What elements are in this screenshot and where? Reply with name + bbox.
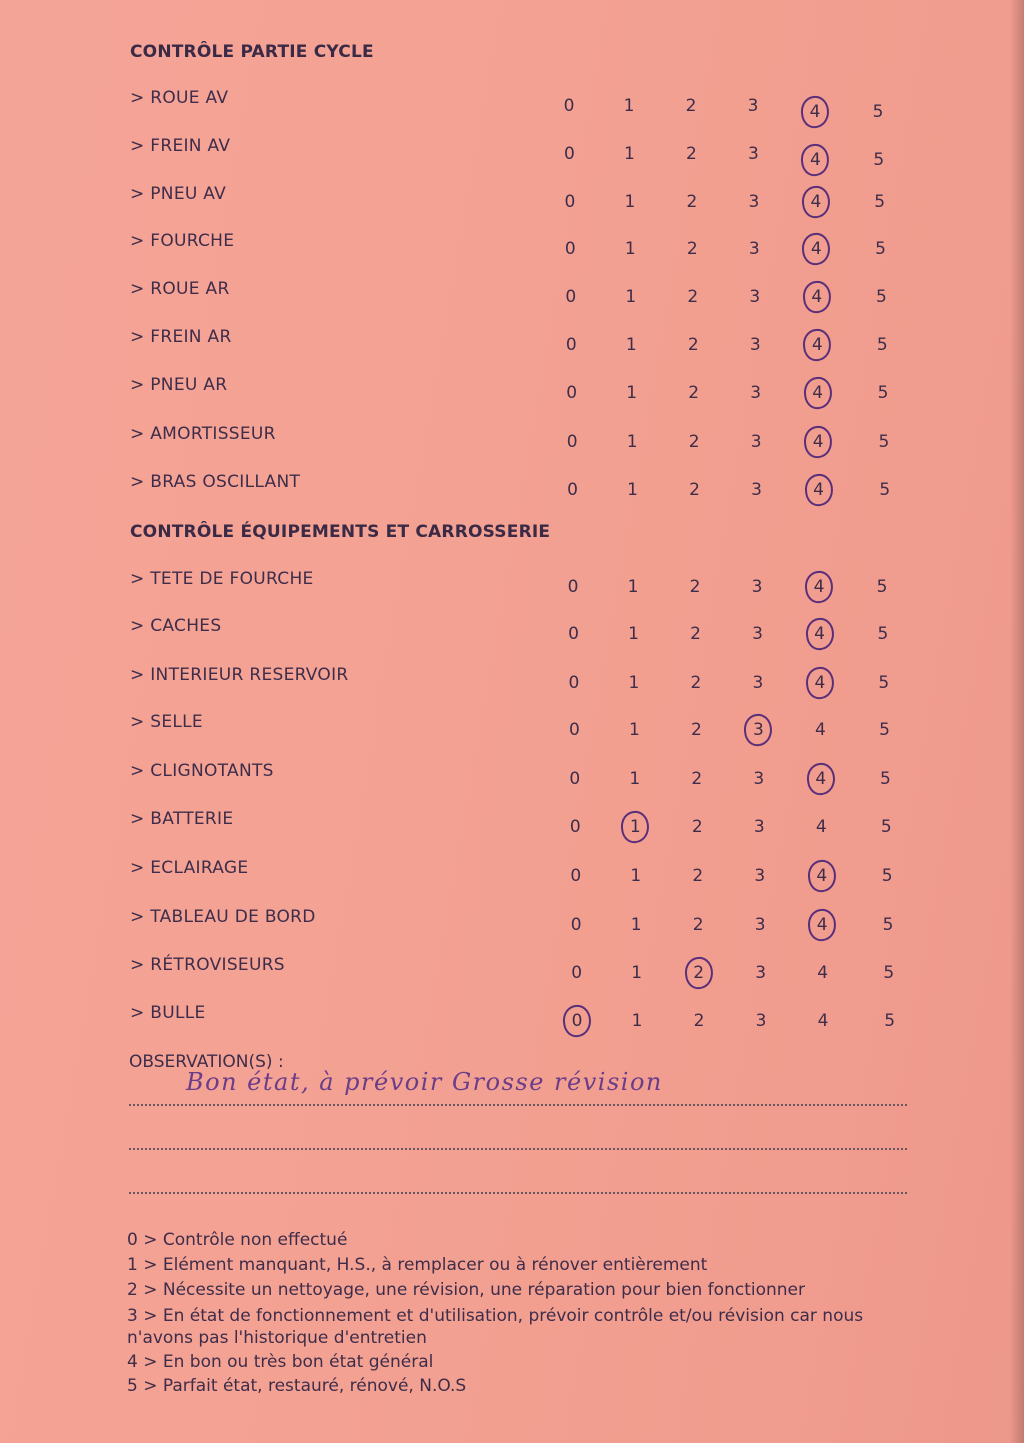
legend-line: 4 > En bon ou très bon état général <box>127 1352 434 1372</box>
score-option[interactable]: 2 <box>690 720 702 740</box>
score-option[interactable]: 2 <box>689 577 701 597</box>
item-label: > FREIN AR <box>130 327 232 347</box>
score-option[interactable]: 4 <box>814 720 826 740</box>
score-option[interactable]: 2 <box>689 480 700 500</box>
score-option[interactable]: 2 <box>690 624 701 644</box>
item-label: > INTERIEUR RESERVOIR <box>130 665 349 685</box>
score-option[interactable]: 3 <box>749 287 761 307</box>
score-option[interactable]: 1 <box>626 383 638 403</box>
score-option[interactable]: 4 <box>817 963 829 983</box>
score-option[interactable]: 1 <box>624 144 635 164</box>
item-label: > ROUE AV <box>130 88 229 108</box>
score-option[interactable]: 4 <box>814 673 826 693</box>
score-option[interactable]: 5 <box>879 720 890 740</box>
score-option[interactable]: 4 <box>812 432 824 452</box>
score-option[interactable]: 2 <box>688 432 700 452</box>
item-label: > SELLE <box>130 712 203 732</box>
score-option[interactable]: 0 <box>565 287 577 307</box>
observations-label: OBSERVATION(S) : <box>129 1052 284 1072</box>
score-option[interactable]: 1 <box>629 817 641 837</box>
score-option[interactable]: 0 <box>571 1011 583 1031</box>
score-option[interactable]: 4 <box>816 866 828 886</box>
item-label: > RÉTROVISEURS <box>130 955 285 975</box>
score-option[interactable]: 3 <box>750 383 762 403</box>
score-option[interactable]: 5 <box>876 335 888 355</box>
score-option[interactable]: 0 <box>569 769 581 789</box>
score-option[interactable]: 0 <box>571 963 583 983</box>
observation-line-3 <box>129 1192 907 1194</box>
score-option[interactable]: 5 <box>875 239 886 259</box>
score-option[interactable]: 1 <box>626 432 638 452</box>
score-option[interactable]: 3 <box>749 335 761 355</box>
item-label: > ROUE AR <box>130 279 230 299</box>
score-option[interactable]: 1 <box>630 866 642 886</box>
score-option[interactable]: 1 <box>628 673 640 693</box>
score-option[interactable]: 0 <box>570 915 582 935</box>
score-option[interactable]: 0 <box>568 673 580 693</box>
score-option[interactable]: 0 <box>563 96 575 116</box>
score-option[interactable]: 2 <box>686 144 697 164</box>
item-label: > CACHES <box>130 616 222 636</box>
page-edge-shadow <box>1010 0 1024 1443</box>
score-option[interactable]: 5 <box>884 1011 896 1031</box>
item-label: > TABLEAU DE BORD <box>130 907 316 927</box>
item-label: > TETE DE FOURCHE <box>130 569 314 589</box>
score-option[interactable]: 0 <box>566 432 578 452</box>
score-option[interactable]: 2 <box>686 239 698 259</box>
score-option[interactable]: 1 <box>631 1011 643 1031</box>
score-option[interactable]: 1 <box>623 96 635 116</box>
score-option[interactable]: 5 <box>876 577 888 597</box>
score-option[interactable]: 3 <box>748 144 759 164</box>
score-option[interactable]: 4 <box>817 1011 829 1031</box>
section-title: CONTRÔLE ÉQUIPEMENTS ET CARROSSERIE <box>130 522 551 542</box>
item-label: > PNEU AV <box>130 184 227 204</box>
score-option[interactable]: 3 <box>752 720 764 740</box>
score-option[interactable]: 2 <box>688 383 700 403</box>
score-option[interactable]: 3 <box>750 432 762 452</box>
item-label: > BULLE <box>130 1003 206 1023</box>
legend-line: 5 > Parfait état, restauré, rénové, N.O.S <box>127 1376 467 1396</box>
score-option[interactable]: 5 <box>878 432 890 452</box>
score-option[interactable]: 2 <box>692 866 704 886</box>
score-option[interactable]: 0 <box>565 335 577 355</box>
score-option[interactable]: 4 <box>815 817 827 837</box>
score-option[interactable]: 5 <box>877 624 889 644</box>
score-option[interactable]: 5 <box>883 963 895 983</box>
score-option[interactable]: 4 <box>810 150 821 170</box>
score-option[interactable]: 1 <box>631 963 643 983</box>
score-option[interactable]: 0 <box>564 239 576 259</box>
score-option[interactable]: 4 <box>813 577 825 597</box>
score-option[interactable]: 1 <box>628 720 640 740</box>
score-option[interactable]: 3 <box>748 239 760 259</box>
score-option[interactable]: 5 <box>872 102 884 122</box>
score-option[interactable]: 4 <box>811 287 823 307</box>
score-option[interactable]: 3 <box>752 673 764 693</box>
score-option[interactable]: 3 <box>755 1011 767 1031</box>
legend-line: n'avons pas l'historique d'entretien <box>127 1328 427 1348</box>
observation-line-1 <box>129 1104 907 1106</box>
score-option[interactable]: 0 <box>569 817 581 837</box>
score-option[interactable]: 3 <box>754 866 766 886</box>
legend-line: 3 > En état de fonctionnement et d'utilisation, prévoir contrôle et/ou révision car nous <box>127 1306 864 1326</box>
score-option[interactable]: 1 <box>627 480 638 500</box>
score-option[interactable]: 4 <box>810 239 822 259</box>
score-option[interactable]: 4 <box>816 915 828 935</box>
score-option[interactable]: 4 <box>809 102 821 122</box>
score-option[interactable]: 0 <box>567 577 579 597</box>
score-option[interactable]: 3 <box>748 192 760 212</box>
item-label: > BATTERIE <box>130 809 234 829</box>
score-option[interactable]: 3 <box>747 96 759 116</box>
observations-handwritten-text: Bon état, à prévoir Grosse révision <box>186 1068 663 1096</box>
score-option[interactable]: 2 <box>690 673 702 693</box>
score-option[interactable]: 4 <box>815 769 827 789</box>
score-option[interactable]: 5 <box>875 287 887 307</box>
score-option[interactable]: 0 <box>568 720 580 740</box>
item-label: > CLIGNOTANTS <box>130 761 274 781</box>
score-option[interactable]: 2 <box>687 287 699 307</box>
score-option[interactable]: 3 <box>753 769 765 789</box>
score-option[interactable]: 1 <box>624 192 636 212</box>
item-label: > PNEU AR <box>130 375 228 395</box>
score-option[interactable]: 3 <box>753 817 765 837</box>
score-option[interactable]: 5 <box>878 673 890 693</box>
item-label: > FOURCHE <box>130 231 235 251</box>
score-option[interactable]: 2 <box>692 915 704 935</box>
score-option[interactable]: 4 <box>813 480 824 500</box>
score-option[interactable]: 2 <box>691 769 703 789</box>
legend-line: 0 > Contrôle non effectué <box>127 1230 348 1250</box>
score-option[interactable]: 0 <box>568 624 579 644</box>
item-label: > ECLAIRAGE <box>130 858 249 878</box>
score-option[interactable]: 1 <box>625 287 637 307</box>
score-option[interactable]: 2 <box>686 192 698 212</box>
score-option[interactable]: 5 <box>881 866 893 886</box>
legend-line: 2 > Nécessite un nettoyage, une révision, une réparation pour bien fonctionner <box>127 1280 805 1300</box>
score-option[interactable]: 1 <box>627 577 639 597</box>
score-option[interactable]: 1 <box>624 239 636 259</box>
score-option[interactable]: 2 <box>685 96 697 116</box>
score-option[interactable]: 0 <box>564 144 575 164</box>
item-label: > AMORTISSEUR <box>130 424 276 444</box>
legend-line: 1 > Elément manquant, H.S., à remplacer ou à rénover entièrement <box>127 1255 708 1275</box>
score-option[interactable]: 5 <box>880 817 892 837</box>
score-option[interactable]: 4 <box>814 624 825 644</box>
score-option[interactable]: 0 <box>570 866 582 886</box>
observation-line-2 <box>129 1148 907 1150</box>
score-option[interactable]: 1 <box>630 915 642 935</box>
item-label: > FREIN AV <box>130 136 231 156</box>
score-option[interactable]: 4 <box>810 192 822 212</box>
score-option[interactable]: 5 <box>879 480 891 500</box>
score-option[interactable]: 4 <box>812 383 824 403</box>
score-option[interactable]: 5 <box>874 192 886 212</box>
score-option[interactable]: 3 <box>752 624 763 644</box>
score-option[interactable]: 4 <box>811 335 823 355</box>
score-option[interactable]: 3 <box>755 963 767 983</box>
score-option[interactable]: 2 <box>691 817 703 837</box>
score-option[interactable]: 3 <box>751 480 762 500</box>
score-option[interactable]: 0 <box>564 192 576 212</box>
score-option[interactable]: 1 <box>625 335 637 355</box>
score-option[interactable]: 2 <box>687 335 699 355</box>
score-option[interactable]: 5 <box>882 915 894 935</box>
score-option[interactable]: 3 <box>754 915 766 935</box>
score-option[interactable]: 0 <box>566 383 578 403</box>
score-option[interactable]: 5 <box>880 769 891 789</box>
score-option[interactable]: 2 <box>693 1011 705 1031</box>
score-option[interactable]: 2 <box>693 963 705 983</box>
score-option[interactable]: 5 <box>873 150 885 170</box>
score-option[interactable]: 5 <box>877 383 889 403</box>
section-title: CONTRÔLE PARTIE CYCLE <box>130 42 374 62</box>
score-option[interactable]: 1 <box>629 769 641 789</box>
item-label: > BRAS OSCILLANT <box>130 472 301 492</box>
score-option[interactable]: 1 <box>628 624 639 644</box>
score-option[interactable]: 0 <box>567 480 578 500</box>
score-option[interactable]: 3 <box>751 577 763 597</box>
